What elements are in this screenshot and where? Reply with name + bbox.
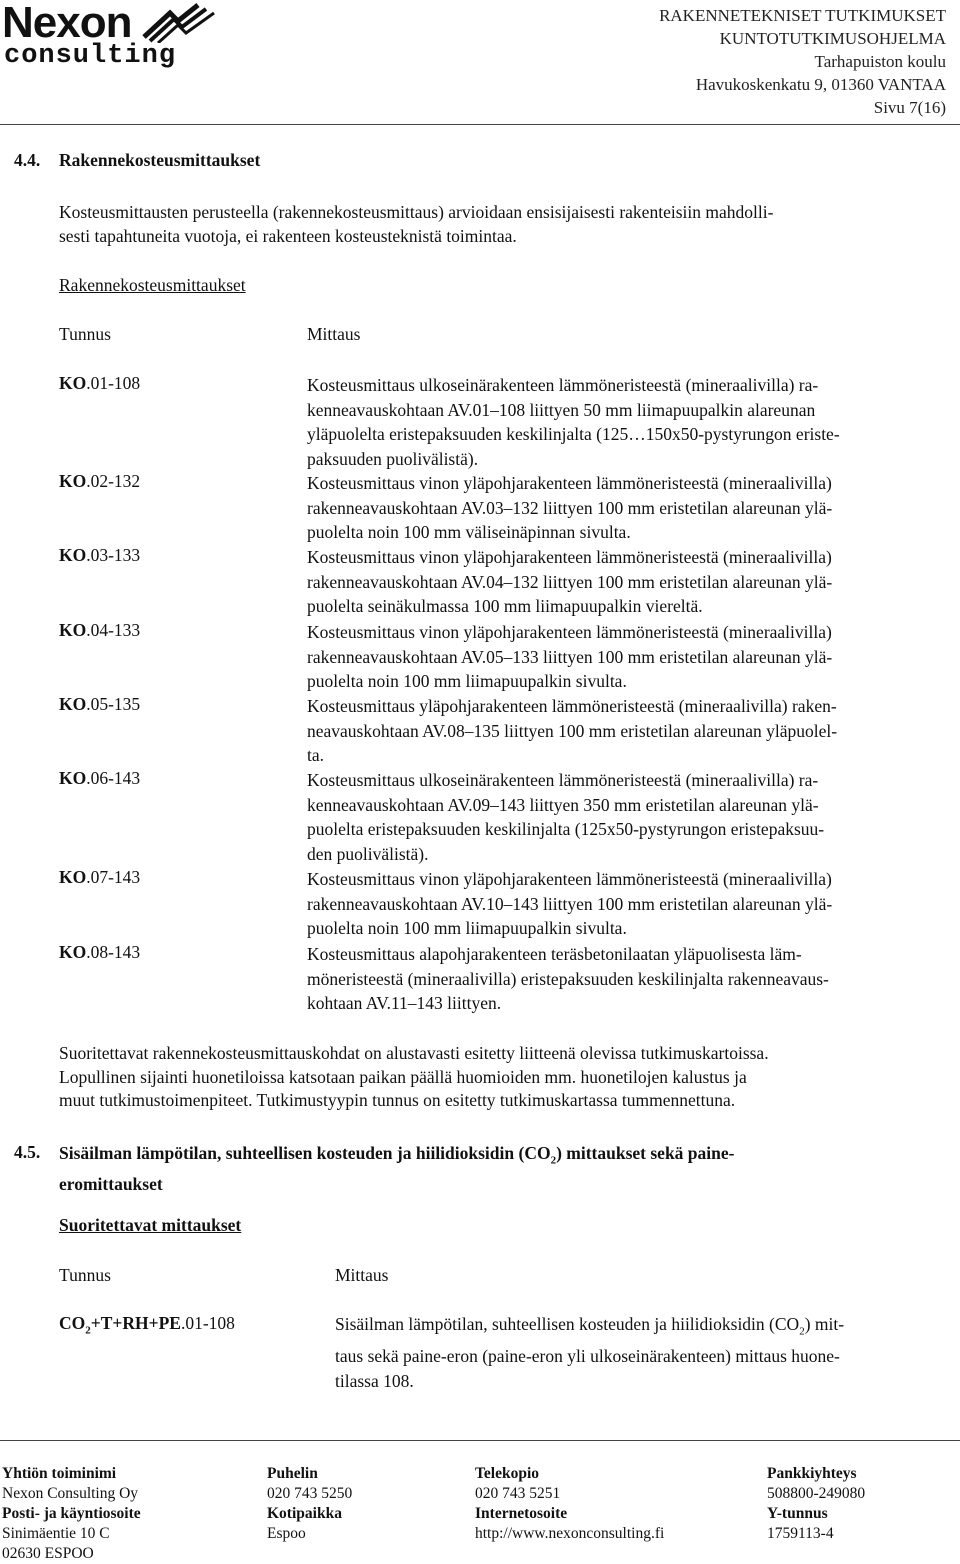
outro-line: muut tutkimustoimenpiteet. Tutkimustyypin tunnus on esitetty tutkimuskartassa tummennettuna. (59, 1090, 736, 1110)
description-subscript: 2 (799, 1325, 805, 1338)
measurement-code: KO.02-132 (59, 471, 141, 491)
measurement-description (307, 768, 947, 866)
measurement-code: KO.01-108 (59, 373, 141, 393)
description-line: paksuuden puolivälistä). (307, 448, 479, 469)
page-number: Sivu 7(16) (873, 98, 946, 117)
description-line: kenneavauskohtaan AV.09–143 liittyen 350 mm eristetilan alareunan ylä- (307, 794, 819, 815)
logo-nexon: Nexon (2, 0, 132, 47)
measurement-code (59, 1312, 235, 1343)
footer-website-link[interactable]: http://www.nexonconsulting.fi (475, 1525, 665, 1542)
logo-mark-icon (140, 3, 222, 43)
description-line: Kosteusmittaus alapohjarakenteen teräsbetonilaatan yläpuolisesta läm- (307, 944, 802, 964)
description-line: Kosteusmittaus vinon yläpohjarakenteen lämmöneristeestä (mineraalivilla) (307, 547, 832, 567)
outro-paragraph (59, 1042, 949, 1113)
description-line: rakenneavauskohtaan AV.05–133 liittyen 100 mm eristetilan alareunan ylä- (307, 646, 833, 667)
title-part: eromittaukset (59, 1173, 163, 1194)
column-header-mittaus: Mittaus (307, 324, 361, 344)
footer-value: Espoo (267, 1525, 306, 1542)
footer-value: Nexon Consulting Oy (2, 1485, 139, 1502)
measurement-code: KO.06-143 (59, 768, 141, 788)
code-subscript: 2 (85, 1324, 91, 1337)
description-line: rakenneavauskohtaan AV.04–132 liittyen 100 mm eristetilan alareunan ylä- (307, 571, 833, 592)
section-title: Rakennekosteusmittaukset (59, 150, 261, 170)
header-line3: Tarhapuiston koulu (814, 52, 946, 71)
footer-value: 508800-249080 (767, 1485, 866, 1502)
intro-paragraph (59, 201, 949, 248)
measurement-description (307, 694, 947, 768)
description-line: möneristeestä (mineraalivilla) eristepaksuuden keskilinjalta rakenneavaus- (307, 968, 829, 989)
column-header-mittaus: Mittaus (335, 1265, 389, 1285)
title-part: ) mittaukset sekä paine- (556, 1143, 735, 1163)
description-line: taus sekä paine-eron (paine-eron yli ulkoseinärakenteen) mittaus huone- (335, 1346, 840, 1366)
footer-value: 02630 ESPOO (2, 1545, 94, 1562)
description-line: kohtaan AV.11–143 liittyen. (307, 993, 502, 1013)
description-line: rakenneavauskohtaan AV.10–143 liittyen 100 mm eristetilan alareunan ylä- (307, 893, 833, 914)
outro-line: Suoritettavat rakennekosteusmittauskohdat on alustavasti esitetty liitteenä olevissa tutkimuskartoissa. (59, 1043, 769, 1063)
description-line: yläpuolelta eristepaksuuden keskilinjalta (125…150x50-pystyrungon eriste- (307, 424, 840, 444)
footer-column-bank (767, 1464, 865, 1544)
title-subscript: 2 (550, 1154, 557, 1167)
description-line: ta. (307, 745, 325, 765)
footer-column-phone (267, 1464, 352, 1544)
footer-label: Internetosoite (475, 1505, 568, 1522)
measurement-description (335, 1312, 945, 1393)
description-line: puolelta noin 100 mm liimapuupalkin sivulta. (307, 918, 627, 938)
footer-rule (0, 1440, 960, 1441)
code-part: CO (59, 1313, 86, 1333)
footer-value: Sinimäentie 10 C (2, 1525, 110, 1542)
description-line: Kosteusmittaus vinon yläpohjarakenteen lämmöneristeestä (mineraalivilla) (307, 622, 832, 642)
description-line: kenneavauskohtaan AV.01–108 liittyen 50 mm liimapuupalkin alareunan (307, 399, 816, 420)
description-line: Kosteusmittaus ulkoseinärakenteen lämmöneristeestä (mineraalivilla) ra- (307, 375, 819, 395)
subheading: Rakennekosteusmittaukset (59, 275, 246, 295)
measurement-description (307, 867, 947, 941)
description-line: puolelta noin 100 mm liimapuupalkin sivulta. (307, 671, 627, 691)
description-line: Kosteusmittaus vinon yläpohjarakenteen lämmöneristeestä (mineraalivilla) (307, 869, 832, 889)
footer-label: Yhtiön toiminimi (2, 1465, 117, 1482)
section-number: 4.4. (14, 150, 41, 170)
title-part: Sisäilman lämpötilan, suhteellisen kosteuden ja hiilidioksidin (CO (59, 1143, 551, 1163)
footer-column-fax (475, 1464, 664, 1544)
footer-value: 1759113-4 (767, 1525, 834, 1542)
description-line: puolelta noin 100 mm väliseinäpinnan sivulta. (307, 522, 631, 542)
document-header (659, 4, 946, 119)
description-part: Sisäilman lämpötilan, suhteellisen kosteuden ja hiilidioksidin (CO (335, 1314, 800, 1334)
description-part: ) mit- (804, 1314, 845, 1334)
measurement-description (307, 545, 947, 619)
footer-value: 020 743 5250 (267, 1485, 353, 1502)
description-line: rakenneavauskohtaan AV.03–132 liittyen 100 mm eristetilan alareunan ylä- (307, 497, 833, 518)
description-line: neavauskohtaan AV.08–135 liittyen 100 mm eristetilan alareunan yläpuolel- (307, 720, 838, 741)
description-line: Kosteusmittaus ulkoseinärakenteen lämmöneristeestä (mineraalivilla) ra- (307, 770, 819, 790)
description-line: puolelta eristepaksuuden keskilinjalta (125x50-pystyrungon eristepaksuu- (307, 819, 825, 839)
description-line: puolelta seinäkulmassa 100 mm liimapuupalkin viereltä. (307, 596, 703, 616)
column-header-tunnus: Tunnus (59, 1265, 111, 1285)
code-part: +T+RH+PE (90, 1313, 181, 1333)
measurement-description (307, 942, 947, 1016)
footer-label: Puhelin (267, 1465, 318, 1482)
code-part: .01-108 (180, 1313, 235, 1333)
column-header-tunnus: Tunnus (59, 324, 111, 344)
description-line: Kosteusmittaus yläpohjarakenteen lämmöneristeestä (mineraalivilla) raken- (307, 696, 837, 716)
logo-consulting: consulting (4, 41, 177, 71)
description-line: den puolivälistä). (307, 843, 429, 864)
measurement-code: KO.04-133 (59, 620, 141, 640)
measurement-description (307, 471, 947, 545)
description-line: tilassa 108. (335, 1370, 414, 1391)
footer-label: Pankkiyhteys (767, 1465, 857, 1482)
description-line: Kosteusmittaus vinon yläpohjarakenteen lämmöneristeestä (mineraalivilla) (307, 473, 832, 493)
footer-value: 020 743 5251 (475, 1485, 561, 1502)
measurement-code: KO.03-133 (59, 545, 141, 565)
subheading: Suoritettavat mittaukset (59, 1215, 242, 1235)
measurement-code: KO.07-143 (59, 867, 141, 887)
intro-line: Kosteusmittausten perusteella (rakennekosteusmittaus) arvioidaan ensisijaisesti rakenteisiin mahdolli- (59, 202, 774, 222)
header-rule (0, 124, 960, 125)
header-line4: Havukoskenkatu 9, 01360 VANTAA (695, 75, 946, 94)
footer-label: Y-tunnus (767, 1505, 828, 1522)
measurement-code: KO.08-143 (59, 942, 141, 962)
header-line1: RAKENNETEKNISET TUTKIMUKSET (659, 6, 946, 25)
measurement-description (307, 373, 947, 471)
intro-line: sesti tapahtuneita vuotoja, ei rakenteen kosteusteknistä toimintaa. (59, 225, 517, 246)
footer-label: Posti- ja käyntiosoite (2, 1505, 141, 1522)
outro-line: Lopullinen sijainti huonetiloissa katsotaan paikan päällä huomioiden mm. huonetilojen kalustus ja (59, 1066, 747, 1087)
section-title (59, 1142, 939, 1196)
footer-label: Kotipaikka (267, 1505, 342, 1522)
measurement-code: KO.05-135 (59, 694, 141, 714)
footer-column-company (2, 1464, 141, 1564)
measurement-description (307, 620, 947, 694)
section-number: 4.5. (14, 1142, 41, 1162)
header-line2: KUNTOTUTKIMUSOHJELMA (719, 29, 946, 48)
footer-label: Telekopio (475, 1465, 540, 1482)
